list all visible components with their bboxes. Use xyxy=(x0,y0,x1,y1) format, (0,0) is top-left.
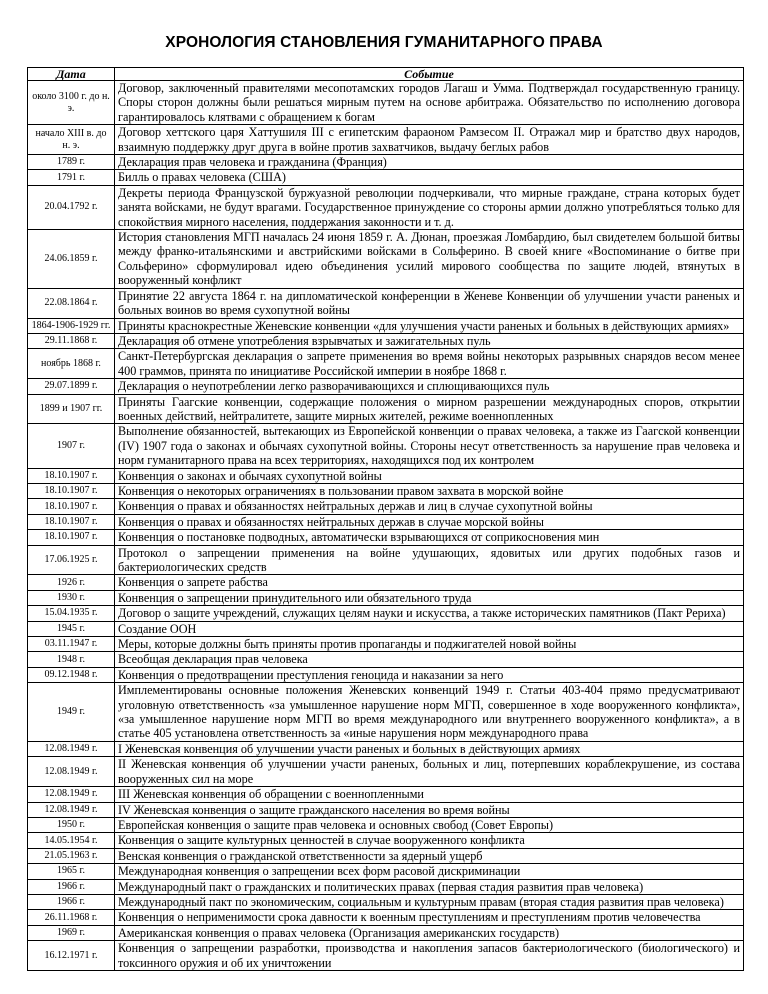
date-cell: 1930 г. xyxy=(28,590,115,605)
event-cell: Декларация прав человека и гражданина (Франция) xyxy=(115,155,744,170)
event-cell: Договор о защите учреждений, служащих целям науки и искусства, а также исторических памятников (Пакт Рериха) xyxy=(115,606,744,621)
date-cell: 12.08.1949 г. xyxy=(28,757,115,787)
date-cell: 1926 г. xyxy=(28,575,115,590)
table-row xyxy=(28,468,744,483)
table-row xyxy=(28,941,744,971)
event-cell: Международный пакт о гражданских и политических правах (первая стадия развития прав человека) xyxy=(115,879,744,894)
date-cell: 1899 и 1907 гг. xyxy=(28,394,115,424)
table-row xyxy=(28,787,744,802)
table-row xyxy=(28,125,744,155)
table-row xyxy=(28,817,744,832)
date-cell: 1966 г. xyxy=(28,879,115,894)
event-cell: Конвенция о постановке подводных, автоматически взрывающихся от соприкосновения мин xyxy=(115,530,744,545)
event-cell: Конвенция о предотвращении преступления геноцида и наказании за него xyxy=(115,667,744,682)
table-row xyxy=(28,545,744,575)
date-cell: 1791 г. xyxy=(28,170,115,185)
event-cell: Венская конвенция о гражданской ответственности за ядерный ущерб xyxy=(115,848,744,863)
table-row xyxy=(28,575,744,590)
event-cell: Конвенция о некоторых ограничениях в пользовании правом захвата в морской войне xyxy=(115,483,744,498)
event-cell: I Женевская конвенция об улучшении участи раненых и больных в действующих армиях xyxy=(115,741,744,756)
event-cell: Декларация об отмене употребления взрывчатых и зажигательных пуль xyxy=(115,333,744,348)
table-row xyxy=(28,833,744,848)
date-cell: 1950 г. xyxy=(28,817,115,832)
date-cell: 1969 г. xyxy=(28,925,115,940)
date-cell: 15.04.1935 г. xyxy=(28,606,115,621)
column-header-event: Событие xyxy=(115,68,744,81)
date-cell: 12.08.1949 г. xyxy=(28,787,115,802)
table-header-row xyxy=(28,68,744,81)
table-row xyxy=(28,864,744,879)
date-cell: ноябрь 1868 г. xyxy=(28,349,115,379)
event-cell: Конвенция о неприменимости срока давности к военным преступлениям и преступлениям против человечества xyxy=(115,910,744,925)
table-row xyxy=(28,683,744,742)
column-header-date: Дата xyxy=(28,68,115,81)
date-cell: 1907 г. xyxy=(28,424,115,468)
date-cell: 09.12.1948 г. xyxy=(28,667,115,682)
table-row xyxy=(28,318,744,333)
event-cell: История становления МГП началась 24 июня 1859 г. А. Дюнан, проезжая Ломбардию, был свидетелем большой битвы между франко-итальянскими и австрийскими войсками в Сольферино. В своей книге «Воспоминание о битве при Сольферино» сформулировал идею объединения усилий мирового сообщества по защите людей, втянутых в вооруженный конфликт xyxy=(115,230,744,289)
table-row xyxy=(28,652,744,667)
date-cell: 03.11.1947 г. xyxy=(28,637,115,652)
table-row xyxy=(28,741,744,756)
table-row xyxy=(28,394,744,424)
event-cell: Договор хеттского царя Хаттушиля III с египетским фараоном Рамзесом II. Отражал мир и братство двух народов, взаимную поддержку друг друга в войне против захватчиков, выдачу беглых рабов xyxy=(115,125,744,155)
date-cell: 1864-1906-1929 гг. xyxy=(28,318,115,333)
date-cell: 18.10.1907 г. xyxy=(28,499,115,514)
table-row xyxy=(28,185,744,229)
event-cell: Конвенция о защите культурных ценностей в случае вооруженного конфликта xyxy=(115,833,744,848)
date-cell: 18.10.1907 г. xyxy=(28,483,115,498)
table-row xyxy=(28,925,744,940)
table-row xyxy=(28,848,744,863)
table-row xyxy=(28,288,744,318)
date-cell: 12.08.1949 г. xyxy=(28,741,115,756)
table-row xyxy=(28,483,744,498)
date-cell: около 3100 г. до н. э. xyxy=(28,81,115,125)
event-cell: Международный пакт по экономическим, социальным и культурным правам (вторая стадия развития прав человека) xyxy=(115,894,744,909)
table-row xyxy=(28,424,744,468)
event-cell: Имплементированы основные положения Женевских конвенций 1949 г. Статьи 403-404 прямо предусматривают уголовную ответственность «за умышленное нарушение норм МГП, совершенное в ходе вооруженного конфликта», «за умышленное нарушение норм МГП во время международного или внутреннего вооруженного конфликта», а в статье 405 установлена ответственность за «иные нарушения норм международного права xyxy=(115,683,744,742)
event-cell: Конвенция о запрещении разработки, производства и накопления запасов бактериологического (биологического) и токсинного оружия и об их уничтожении xyxy=(115,941,744,971)
table-body xyxy=(28,81,744,971)
event-cell: Конвенция о правах и обязанностях нейтральных держав и лиц в случае сухопутной войны xyxy=(115,499,744,514)
event-cell: Санкт-Петербургская декларация о запрете применения во время войны некоторых разрывных снарядов весом менее 400 граммов, принята по инициативе Российской империи в ноябре 1868 г. xyxy=(115,349,744,379)
chronology-table xyxy=(27,67,744,971)
date-cell: 1789 г. xyxy=(28,155,115,170)
date-cell: 29.07.1899 г. xyxy=(28,379,115,394)
date-cell: 18.10.1907 г. xyxy=(28,468,115,483)
table-row xyxy=(28,894,744,909)
table-row xyxy=(28,155,744,170)
event-cell: Билль о правах человека (США) xyxy=(115,170,744,185)
date-cell: 29.11.1868 г. xyxy=(28,333,115,348)
date-cell: 12.08.1949 г. xyxy=(28,802,115,817)
date-cell: 22.08.1864 г. xyxy=(28,288,115,318)
event-cell: Договор, заключенный правителями месопотамских городов Лагаш и Умма. Подтверждал государственную границу. Споры сторон должны были решаться мирным путем на основе арбитража. Обязательство по исполнению договора гарантировалось клятвами с обращением к богам xyxy=(115,81,744,125)
table-row xyxy=(28,802,744,817)
date-cell: начало XIII в. до н. э. xyxy=(28,125,115,155)
event-cell: Американская конвенция о правах человека (Организация американских государств) xyxy=(115,925,744,940)
event-cell: Конвенция о законах и обычаях сухопутной войны xyxy=(115,468,744,483)
date-cell: 18.10.1907 г. xyxy=(28,530,115,545)
event-cell: Выполнение обязанностей, вытекающих из Европейской конвенции о правах человека, а также из Гаагской конвенции (IV) 1907 года о законах и обычаях сухопутной войны. Стороны несут ответственность за нарушение прав человека и норм гуманитарного права на всех территориях, находящихся под их контролем xyxy=(115,424,744,468)
date-cell: 24.06.1859 г. xyxy=(28,230,115,289)
table-row xyxy=(28,170,744,185)
table-row xyxy=(28,621,744,636)
table-row xyxy=(28,590,744,605)
date-cell: 1965 г. xyxy=(28,864,115,879)
event-cell: Декларация о неупотреблении легко разворачивающихся и сплющивающихся пуль xyxy=(115,379,744,394)
table-row xyxy=(28,349,744,379)
date-cell: 21.05.1963 г. xyxy=(28,848,115,863)
table-row xyxy=(28,667,744,682)
event-cell: Европейская конвенция о защите прав человека и основных свобод (Совет Европы) xyxy=(115,817,744,832)
date-cell: 26.11.1968 г. xyxy=(28,910,115,925)
event-cell: Конвенция о запрете рабства xyxy=(115,575,744,590)
table-row xyxy=(28,757,744,787)
table-row xyxy=(28,499,744,514)
page-title: ХРОНОЛОГИЯ СТАНОВЛЕНИЯ ГУМАНИТАРНОГО ПРАВА xyxy=(165,34,603,51)
table-row xyxy=(28,333,744,348)
event-cell: Конвенция о правах и обязанностях нейтральных держав в случае морской войны xyxy=(115,514,744,529)
table-row xyxy=(28,530,744,545)
date-cell: 18.10.1907 г. xyxy=(28,514,115,529)
table-row xyxy=(28,379,744,394)
table-row xyxy=(28,230,744,289)
table-row xyxy=(28,81,744,125)
event-cell: Принятие 22 августа 1864 г. на дипломатической конференции в Женеве Конвенции об улучшении участи раненых и больных воинов во время сухопутной войны xyxy=(115,288,744,318)
table-row xyxy=(28,910,744,925)
table-row xyxy=(28,514,744,529)
date-cell: 14.05.1954 г. xyxy=(28,833,115,848)
event-cell: Протокол о запрещении применения на войне удушающих, ядовитых или других подобных газов и бактериологических средств xyxy=(115,545,744,575)
event-cell: Меры, которые должны быть приняты против пропаганды и поджигателей новой войны xyxy=(115,637,744,652)
event-cell: III Женевская конвенция об обращении с военнопленными xyxy=(115,787,744,802)
event-cell: Приняты краснокрестные Женевские конвенции «для улучшения участи раненых и больных в действующих армиях» xyxy=(115,318,744,333)
event-cell: Международная конвенция о запрещении всех форм расовой дискриминации xyxy=(115,864,744,879)
event-cell: Приняты Гаагские конвенции, содержащие положения о мирном разрешении международных споров, открытии военных действий, нейтралитете, защите мирных жителей, режиме военнопленных xyxy=(115,394,744,424)
event-cell: Декреты периода Французской буржуазной революции подчеркивали, что мирные граждане, страна которых будет занята войсками, не будут врагами. Государственное принуждение со стороны армии должно употребляться только для спокойствия мирного населения, поддержания законности и т. д. xyxy=(115,185,744,229)
date-cell: 20.04.1792 г. xyxy=(28,185,115,229)
event-cell: II Женевская конвенция об улучшении участи раненых, больных и лиц, потерпевших кораблекрушение, из состава вооруженных сил на море xyxy=(115,757,744,787)
event-cell: Всеобщая декларация прав человека xyxy=(115,652,744,667)
date-cell: 1966 г. xyxy=(28,894,115,909)
table-row xyxy=(28,879,744,894)
event-cell: Создание ООН xyxy=(115,621,744,636)
date-cell: 16.12.1971 г. xyxy=(28,941,115,971)
table-row xyxy=(28,637,744,652)
date-cell: 17.06.1925 г. xyxy=(28,545,115,575)
date-cell: 1945 г. xyxy=(28,621,115,636)
event-cell: IV Женевская конвенция о защите гражданского населения во время войны xyxy=(115,802,744,817)
event-cell: Конвенция о запрещении принудительного или обязательного труда xyxy=(115,590,744,605)
date-cell: 1948 г. xyxy=(28,652,115,667)
table-row xyxy=(28,606,744,621)
date-cell: 1949 г. xyxy=(28,683,115,742)
